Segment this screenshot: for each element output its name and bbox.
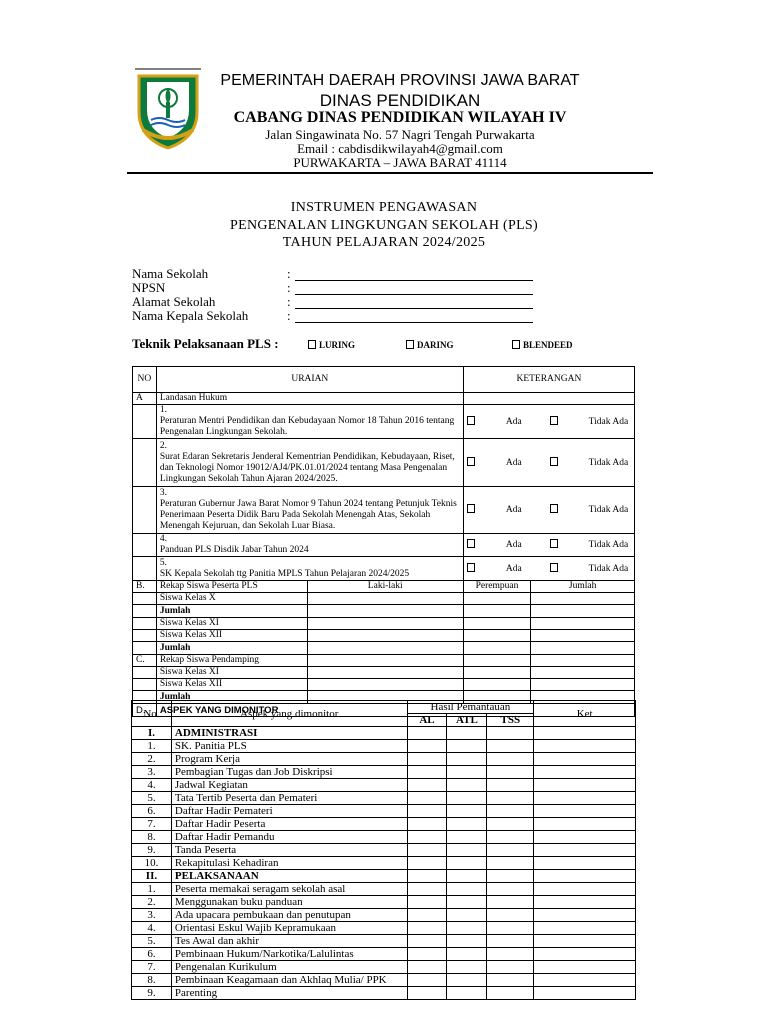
checkbox-icon[interactable] bbox=[550, 504, 558, 513]
item-number: 1. bbox=[159, 405, 167, 415]
atl-cell[interactable] bbox=[447, 857, 487, 870]
checkbox-icon[interactable] bbox=[550, 563, 558, 572]
row-number: 5. bbox=[132, 935, 172, 948]
tss-cell[interactable] bbox=[487, 766, 534, 779]
row-number: 4. bbox=[132, 922, 172, 935]
jumlah-cell[interactable] bbox=[531, 655, 635, 667]
al-cell[interactable] bbox=[407, 857, 447, 870]
empty-cell bbox=[133, 439, 157, 487]
empty-cell bbox=[133, 487, 157, 534]
tidak-ada-label: Tidak Ada bbox=[588, 457, 629, 468]
empty-cell bbox=[133, 534, 157, 557]
al-cell[interactable] bbox=[407, 961, 447, 974]
al-cell[interactable] bbox=[407, 779, 447, 792]
atl-cell[interactable] bbox=[447, 740, 487, 753]
perempuan-cell[interactable] bbox=[463, 667, 530, 679]
ket-cell[interactable] bbox=[534, 961, 636, 974]
document-title-line3: TAHUN PELAJARAN 2024/2025 bbox=[282, 235, 486, 250]
al-cell[interactable] bbox=[407, 831, 447, 844]
ket-cell[interactable] bbox=[534, 883, 636, 896]
tss-cell[interactable] bbox=[487, 974, 534, 987]
table-row bbox=[132, 961, 636, 974]
tidak-ada-label: Tidak Ada bbox=[588, 563, 629, 574]
option-daring[interactable] bbox=[406, 340, 454, 350]
keterangan-cell[interactable] bbox=[463, 487, 634, 534]
keterangan-cell[interactable] bbox=[463, 534, 634, 557]
row-label: Siswa Kelas X bbox=[156, 593, 307, 605]
checkbox-icon[interactable] bbox=[467, 539, 475, 548]
tss-cell[interactable] bbox=[487, 727, 534, 740]
table-row bbox=[132, 831, 636, 844]
laki-laki-cell[interactable] bbox=[307, 667, 463, 679]
perempuan-cell[interactable] bbox=[463, 655, 530, 667]
ket-cell[interactable] bbox=[534, 870, 636, 883]
empty-cell bbox=[133, 405, 157, 439]
row-number: 6. bbox=[132, 805, 172, 818]
row-label: Siswa Kelas XII bbox=[156, 630, 307, 642]
option-blendeed[interactable] bbox=[512, 340, 573, 350]
option-daring-label: DARING bbox=[417, 340, 454, 350]
checkbox-icon[interactable] bbox=[406, 340, 414, 349]
city-line: PURWAKARTA – JAWA BARAT 41114 bbox=[293, 155, 507, 170]
ket-cell[interactable] bbox=[534, 935, 636, 948]
ket-cell[interactable] bbox=[534, 974, 636, 987]
checkbox-icon[interactable] bbox=[467, 563, 475, 572]
address-line: Jalan Singawinata No. 57 Nagri Tengah Purwakarta bbox=[265, 127, 535, 142]
al-cell[interactable] bbox=[407, 987, 447, 1000]
table-row bbox=[132, 818, 636, 831]
section-row bbox=[132, 870, 636, 883]
row-number: 2. bbox=[132, 896, 172, 909]
row-number: 2. bbox=[132, 753, 172, 766]
al-cell[interactable] bbox=[407, 896, 447, 909]
field-label-nama-kepala-sekolah: Nama Kepala Sekolah bbox=[132, 308, 249, 323]
atl-cell[interactable] bbox=[447, 987, 487, 1000]
ada-label: Ada bbox=[505, 457, 522, 468]
legal-item bbox=[156, 487, 463, 534]
section-row bbox=[132, 727, 636, 740]
col-header-tss: TSS bbox=[487, 714, 534, 727]
al-cell[interactable] bbox=[407, 792, 447, 805]
atl-cell[interactable] bbox=[447, 766, 487, 779]
atl-cell[interactable] bbox=[447, 844, 487, 857]
atl-cell[interactable] bbox=[447, 935, 487, 948]
al-cell[interactable] bbox=[407, 883, 447, 896]
perempuan-cell[interactable] bbox=[463, 593, 530, 605]
field-label-nama-sekolah: Nama Sekolah bbox=[132, 266, 209, 281]
tss-cell[interactable] bbox=[487, 883, 534, 896]
empty-cell bbox=[133, 667, 157, 679]
table-row bbox=[132, 974, 636, 987]
email-line: Email : cabdisdikwilayah4@gmail.com bbox=[297, 141, 503, 156]
tss-cell[interactable] bbox=[487, 935, 534, 948]
item-text: Panduan PLS Disdik Jabar Tahun 2024 bbox=[159, 545, 309, 555]
tss-cell[interactable] bbox=[487, 896, 534, 909]
legal-item bbox=[156, 405, 463, 439]
ket-cell[interactable] bbox=[534, 779, 636, 792]
option-blendeed-label: BLENDEED bbox=[523, 340, 573, 350]
row-number: 3. bbox=[132, 909, 172, 922]
section-d-no: D. bbox=[133, 704, 157, 717]
row-number: 1. bbox=[132, 883, 172, 896]
table-row bbox=[132, 896, 636, 909]
checkbox-icon[interactable] bbox=[550, 539, 558, 548]
aspect-text: Jadwal Kegiatan bbox=[171, 779, 407, 792]
tss-cell[interactable] bbox=[487, 779, 534, 792]
atl-cell[interactable] bbox=[447, 805, 487, 818]
ket-cell[interactable] bbox=[534, 831, 636, 844]
document-title-line2: PENGENALAN LINGKUNGAN SEKOLAH (PLS) bbox=[230, 218, 538, 233]
section-number: I. bbox=[132, 727, 172, 740]
tidak-ada-label: Tidak Ada bbox=[588, 540, 629, 550]
aspect-text: Daftar Hadir Pemateri bbox=[171, 805, 407, 818]
row-number: 3. bbox=[132, 766, 172, 779]
row-number: 9. bbox=[132, 844, 172, 857]
legal-item bbox=[156, 439, 463, 487]
item-number: 4. bbox=[159, 534, 167, 544]
ket-cell[interactable] bbox=[534, 909, 636, 922]
legal-item bbox=[156, 557, 463, 581]
table-row bbox=[132, 779, 636, 792]
col-header-jumlah: Jumlah bbox=[531, 581, 635, 593]
ket-cell[interactable] bbox=[534, 753, 636, 766]
ket-cell[interactable] bbox=[534, 727, 636, 740]
field-line-alamat-sekolah[interactable] bbox=[295, 307, 533, 309]
atl-cell[interactable] bbox=[447, 727, 487, 740]
laki-laki-cell[interactable] bbox=[307, 630, 463, 642]
empty-cell bbox=[463, 393, 634, 405]
jumlah-cell[interactable] bbox=[531, 593, 635, 605]
field-colon: : bbox=[287, 266, 291, 281]
row-number: 7. bbox=[132, 961, 172, 974]
jumlah-cell[interactable] bbox=[531, 679, 635, 691]
atl-cell[interactable] bbox=[447, 974, 487, 987]
item-text: Peraturan Gubernur Jawa Barat Nomor 9 Tahun 2024 tentang Petunjuk Teknis Penerimaan Peserta Didik Baru Pada Sekolah Menengah Atas, Sekolah Menengah Kejuruan, dan Sekolah Luar Biasa. bbox=[159, 499, 457, 531]
west-java-emblem-logo bbox=[133, 68, 203, 150]
keterangan-cell[interactable] bbox=[463, 557, 634, 581]
atl-cell[interactable] bbox=[447, 870, 487, 883]
section-c-label: Rekap Siswa Pendamping bbox=[156, 655, 307, 667]
aspect-text: Tes Awal dan akhir bbox=[171, 935, 407, 948]
atl-cell[interactable] bbox=[447, 883, 487, 896]
tss-cell[interactable] bbox=[487, 740, 534, 753]
al-cell[interactable] bbox=[407, 935, 447, 948]
tss-cell[interactable] bbox=[487, 909, 534, 922]
table-row bbox=[132, 883, 636, 896]
agency-name: DINAS PENDIDIKAN bbox=[319, 91, 481, 110]
checkbox-icon[interactable] bbox=[550, 416, 558, 425]
section-title: ADMINISTRASI bbox=[171, 727, 407, 740]
section-a-label: Landasan Hukum bbox=[156, 393, 463, 405]
col-header-perempuan: Perempuan bbox=[463, 581, 530, 593]
aspect-text: Daftar Hadir Peserta bbox=[171, 818, 407, 831]
table-row bbox=[132, 948, 636, 961]
empty-cell bbox=[133, 618, 157, 630]
section-title: PELAKSANAAN bbox=[171, 870, 407, 883]
atl-cell[interactable] bbox=[447, 909, 487, 922]
item-number: 5. bbox=[159, 557, 167, 568]
row-label: Siswa Kelas XII bbox=[156, 679, 307, 691]
section-c-no: C. bbox=[133, 655, 157, 667]
teknik-label: Teknik Pelaksanaan PLS : bbox=[132, 336, 279, 351]
section-a-no: A bbox=[133, 393, 157, 405]
checkbox-icon[interactable] bbox=[308, 340, 316, 349]
monitoring-table bbox=[131, 700, 636, 1000]
legal-basis-table bbox=[132, 366, 635, 717]
section-number: II. bbox=[132, 870, 172, 883]
field-label-npsn: NPSN bbox=[132, 280, 166, 295]
aspect-text: Pembinaan Keagamaan dan Akhlaq Mulia/ PPK bbox=[171, 974, 407, 987]
section-d-label: ASPEK YANG DIMONITOR bbox=[156, 704, 634, 717]
aspect-text: Pengenalan Kurikulum bbox=[171, 961, 407, 974]
row-number: 10. bbox=[132, 857, 172, 870]
tss-cell[interactable] bbox=[487, 922, 534, 935]
ket-cell[interactable] bbox=[534, 792, 636, 805]
al-cell[interactable] bbox=[407, 753, 447, 766]
ket-cell[interactable] bbox=[534, 805, 636, 818]
legal-item bbox=[156, 534, 463, 557]
item-text: Peraturan Mentri Pendidikan dan Kebudayaan Nomor 18 Tahun 2016 tentang Pengenalan Lingkungan Sekolah. bbox=[159, 416, 455, 437]
item-number: 2. bbox=[159, 440, 167, 451]
row-label: Siswa Kelas XI bbox=[156, 667, 307, 679]
aspect-text: Program Kerja bbox=[171, 753, 407, 766]
tss-cell[interactable] bbox=[487, 792, 534, 805]
table-row bbox=[132, 766, 636, 779]
ket-cell[interactable] bbox=[534, 857, 636, 870]
ket-cell[interactable] bbox=[534, 740, 636, 753]
row-number: 8. bbox=[132, 974, 172, 987]
col-header-al: AL bbox=[407, 714, 447, 727]
jumlah-cell[interactable] bbox=[531, 630, 635, 642]
aspect-text: Peserta memakai seragam sekolah asal bbox=[171, 883, 407, 896]
keterangan-cell[interactable] bbox=[463, 439, 634, 487]
table-row bbox=[132, 805, 636, 818]
col-header-uraian: URAIAN bbox=[156, 367, 463, 393]
table-row bbox=[132, 987, 636, 1000]
row-label: Jumlah bbox=[156, 605, 307, 618]
tss-cell[interactable] bbox=[487, 857, 534, 870]
al-cell[interactable] bbox=[407, 766, 447, 779]
field-colon: : bbox=[287, 308, 291, 323]
ada-label: Ada bbox=[505, 540, 522, 550]
field-colon: : bbox=[287, 294, 291, 309]
ada-label: Ada bbox=[505, 416, 522, 427]
table-row bbox=[132, 740, 636, 753]
row-number: 7. bbox=[132, 818, 172, 831]
col-header-no: NO bbox=[133, 367, 157, 393]
table-row bbox=[132, 909, 636, 922]
jumlah-cell[interactable] bbox=[531, 667, 635, 679]
col-header-atl: ATL bbox=[447, 714, 487, 727]
aspect-text: Pembinaan Hukum/Narkotika/Lalulintas bbox=[171, 948, 407, 961]
tss-cell[interactable] bbox=[487, 805, 534, 818]
atl-cell[interactable] bbox=[447, 818, 487, 831]
col-header-hasil-pemantauan: Hasil Pemantauan bbox=[407, 701, 534, 714]
branch-name: CABANG DINAS PENDIDIKAN WILAYAH IV bbox=[233, 109, 567, 126]
laki-laki-cell[interactable] bbox=[307, 655, 463, 667]
aspect-text: Tanda Peserta bbox=[171, 844, 407, 857]
field-line-npsn[interactable] bbox=[295, 293, 533, 295]
checkbox-icon[interactable] bbox=[550, 457, 558, 466]
row-label: Siswa Kelas XI bbox=[156, 618, 307, 630]
tss-cell[interactable] bbox=[487, 961, 534, 974]
row-label: Jumlah bbox=[156, 642, 307, 655]
atl-cell[interactable] bbox=[447, 961, 487, 974]
item-text: Surat Edaran Sekretaris Jenderal Kementrian Pendidikan, Kebudayaan, Riset, dan Teknologi Nomor 19012/AJ4/PK.01.01/2024 tentang Masa Pengenalan Lingkungan Sekolah Tahun Ajaran 2024/2025. bbox=[159, 451, 455, 484]
ket-cell[interactable] bbox=[534, 896, 636, 909]
checkbox-icon[interactable] bbox=[467, 457, 475, 466]
table-row bbox=[132, 792, 636, 805]
al-cell[interactable] bbox=[407, 818, 447, 831]
tidak-ada-label: Tidak Ada bbox=[588, 505, 629, 515]
section-b-label: Rekap Siswa Peserta PLS bbox=[156, 581, 307, 593]
ket-cell[interactable] bbox=[534, 818, 636, 831]
al-cell[interactable] bbox=[407, 948, 447, 961]
tss-cell[interactable] bbox=[487, 831, 534, 844]
al-cell[interactable] bbox=[407, 727, 447, 740]
col-header-aspek: Aspek yang dimonitor bbox=[171, 701, 407, 727]
col-header-no: No. bbox=[132, 701, 172, 727]
al-cell[interactable] bbox=[407, 870, 447, 883]
perempuan-cell[interactable] bbox=[463, 630, 530, 642]
ket-cell[interactable] bbox=[534, 766, 636, 779]
empty-cell bbox=[133, 679, 157, 691]
tss-cell[interactable] bbox=[487, 948, 534, 961]
aspect-text: Daftar Hadir Pemandu bbox=[171, 831, 407, 844]
row-number: 8. bbox=[132, 831, 172, 844]
al-cell[interactable] bbox=[407, 922, 447, 935]
empty-cell bbox=[133, 605, 157, 618]
ket-cell[interactable] bbox=[534, 844, 636, 857]
row-number: 5. bbox=[132, 792, 172, 805]
perempuan-cell[interactable] bbox=[463, 618, 530, 630]
field-line-nama-kepala-sekolah[interactable] bbox=[295, 321, 533, 323]
aspect-text: Parenting bbox=[171, 987, 407, 1000]
aspect-text: Menggunakan buku panduan bbox=[171, 896, 407, 909]
jumlah-cell[interactable] bbox=[531, 605, 635, 618]
empty-cell bbox=[133, 593, 157, 605]
al-cell[interactable] bbox=[407, 740, 447, 753]
atl-cell[interactable] bbox=[447, 792, 487, 805]
tidak-ada-label: Tidak Ada bbox=[588, 416, 629, 427]
aspect-text: Tata Tertib Peserta dan Pemateri bbox=[171, 792, 407, 805]
perempuan-cell[interactable] bbox=[463, 679, 530, 691]
laki-laki-cell[interactable] bbox=[307, 642, 463, 655]
jumlah-cell[interactable] bbox=[531, 618, 635, 630]
empty-cell bbox=[133, 642, 157, 655]
checkbox-icon[interactable] bbox=[467, 504, 475, 513]
al-cell[interactable] bbox=[407, 805, 447, 818]
laki-laki-cell[interactable] bbox=[307, 618, 463, 630]
laki-laki-cell[interactable] bbox=[307, 679, 463, 691]
table-row bbox=[132, 935, 636, 948]
tss-cell[interactable] bbox=[487, 753, 534, 766]
atl-cell[interactable] bbox=[447, 896, 487, 909]
tss-cell[interactable] bbox=[487, 844, 534, 857]
col-header-ket: Ket bbox=[534, 701, 636, 727]
perempuan-cell[interactable] bbox=[463, 605, 530, 618]
row-label: Jumlah bbox=[156, 691, 307, 704]
perempuan-cell[interactable] bbox=[463, 642, 530, 655]
field-colon: : bbox=[287, 280, 291, 295]
keterangan-cell[interactable] bbox=[463, 405, 634, 439]
aspect-text: Pembagian Tugas dan Job Diskripsi bbox=[171, 766, 407, 779]
ket-cell[interactable] bbox=[534, 948, 636, 961]
header-divider bbox=[127, 172, 653, 174]
atl-cell[interactable] bbox=[447, 922, 487, 935]
col-header-keterangan: KETERANGAN bbox=[463, 367, 634, 393]
field-label-alamat-sekolah: Alamat Sekolah bbox=[132, 294, 216, 309]
empty-cell bbox=[133, 630, 157, 642]
tss-cell[interactable] bbox=[487, 987, 534, 1000]
item-text: SK Kepala Sekolah ttg Panitia MPLS Tahun Pelajaran 2024/2025 bbox=[159, 568, 410, 579]
field-line-nama-sekolah[interactable] bbox=[295, 279, 533, 281]
row-number: 9. bbox=[132, 987, 172, 1000]
document-title-line1: INSTRUMEN PENGAWASAN bbox=[290, 200, 478, 215]
table-row bbox=[132, 844, 636, 857]
aspect-text: Rekapitulasi Kehadiran bbox=[171, 857, 407, 870]
al-cell[interactable] bbox=[407, 909, 447, 922]
laki-laki-cell[interactable] bbox=[307, 593, 463, 605]
ada-label: Ada bbox=[505, 505, 522, 515]
checkbox-icon[interactable] bbox=[467, 416, 475, 425]
al-cell[interactable] bbox=[407, 844, 447, 857]
atl-cell[interactable] bbox=[447, 753, 487, 766]
jumlah-cell[interactable] bbox=[531, 642, 635, 655]
atl-cell[interactable] bbox=[447, 831, 487, 844]
aspect-text: SK. Panitia PLS bbox=[171, 740, 407, 753]
government-name: PEMERINTAH DAERAH PROVINSI JAWA BARAT bbox=[220, 72, 580, 89]
col-header-laki-laki: Laki-laki bbox=[307, 581, 463, 593]
checkbox-icon[interactable] bbox=[512, 340, 520, 349]
aspect-text: Orientasi Eskul Wajib Kepramukaan bbox=[171, 922, 407, 935]
aspect-text: Ada upacara pembukaan dan penutupan bbox=[171, 909, 407, 922]
item-number: 3. bbox=[159, 488, 167, 498]
laki-laki-cell[interactable] bbox=[307, 605, 463, 618]
al-cell[interactable] bbox=[407, 974, 447, 987]
table-row bbox=[132, 753, 636, 766]
atl-cell[interactable] bbox=[447, 779, 487, 792]
atl-cell[interactable] bbox=[447, 948, 487, 961]
empty-cell bbox=[133, 557, 157, 581]
tss-cell[interactable] bbox=[487, 818, 534, 831]
table-row bbox=[132, 922, 636, 935]
ket-cell[interactable] bbox=[534, 987, 636, 1000]
section-b-no: B. bbox=[133, 581, 157, 593]
row-number: 4. bbox=[132, 779, 172, 792]
row-number: 1. bbox=[132, 740, 172, 753]
tss-cell[interactable] bbox=[487, 870, 534, 883]
ket-cell[interactable] bbox=[534, 922, 636, 935]
table-row bbox=[132, 857, 636, 870]
ada-label: Ada bbox=[505, 563, 522, 574]
option-luring[interactable] bbox=[308, 340, 355, 350]
option-luring-label: LURING bbox=[319, 340, 356, 350]
row-number: 6. bbox=[132, 948, 172, 961]
